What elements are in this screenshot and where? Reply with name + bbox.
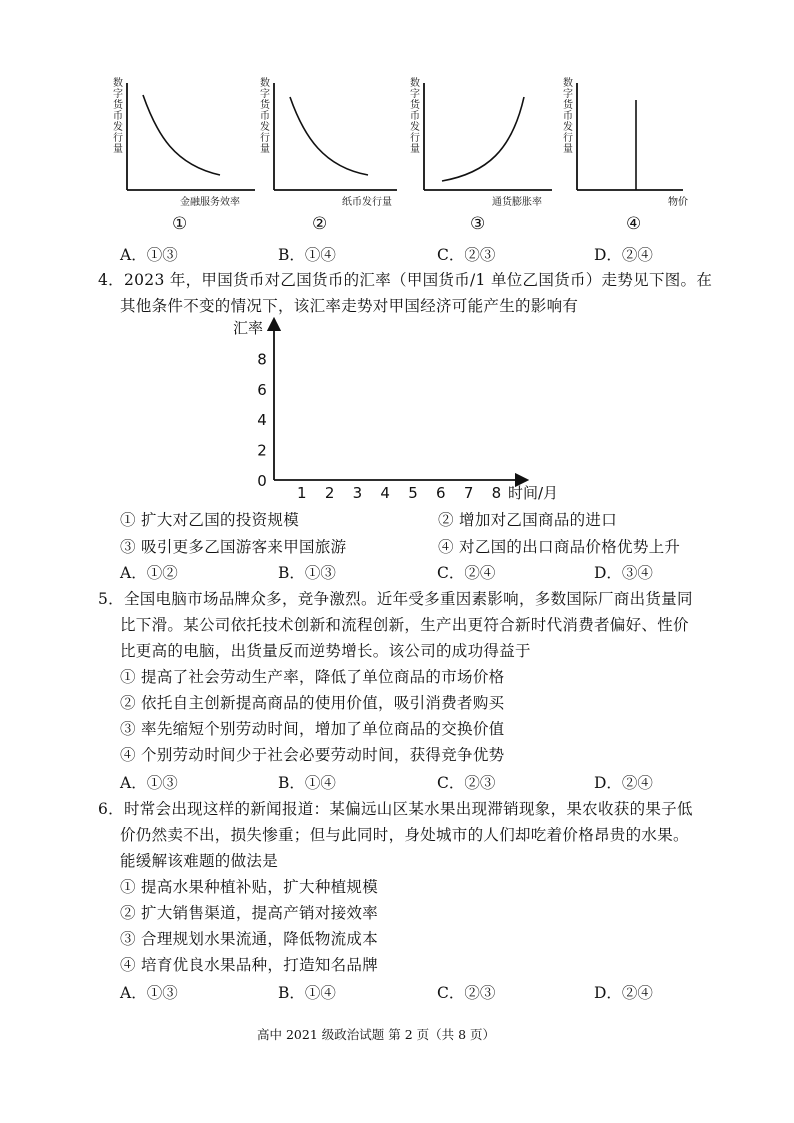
q6-statement-4: ④ 培育优良水果品种，打造知名品牌 bbox=[120, 956, 379, 974]
q5-statement-3: ③ 率先缩短个别劳动时间，增加了单位商品的交换价值 bbox=[120, 720, 505, 738]
q5-option-b: B．①④ bbox=[278, 774, 336, 792]
q3-option-c: C．②③ bbox=[437, 246, 496, 264]
q6-statement-3: ③ 合理规划水果流通，降低物流成本 bbox=[120, 930, 379, 948]
q4-chart-xlabel: 时间/月 bbox=[508, 484, 559, 502]
q4-statement-3: ③ 吸引更多乙国游客来甲国旅游 bbox=[120, 538, 347, 556]
graph-1-index: ① bbox=[172, 214, 188, 234]
q5-statement-4: ④ 个别劳动时间少于社会必要劳动时间，获得竞争优势 bbox=[120, 746, 505, 764]
q3-option-a: A．①③ bbox=[120, 246, 178, 264]
q4-chart-y-tick-label: 8 bbox=[257, 350, 267, 369]
graph-2-index: ② bbox=[312, 214, 328, 234]
q4-exchange-rate-chart bbox=[233, 318, 570, 508]
q4-chart-y-tick-label: 4 bbox=[257, 411, 267, 430]
q6-option-a: A．①③ bbox=[120, 984, 178, 1002]
q6-statement-1: ① 提高水果种植补贴，扩大种植规模 bbox=[120, 878, 379, 896]
q6-stem-line-3: 能缓解该难题的做法是 bbox=[120, 852, 279, 870]
q6-option-c: C．②③ bbox=[437, 984, 496, 1002]
q4-chart-x-tick-label: 3 bbox=[352, 484, 363, 502]
graph-2-xlabel: 纸币发行量 bbox=[342, 197, 392, 208]
graph-3-curve bbox=[442, 97, 524, 181]
graph-4 bbox=[565, 75, 715, 210]
graph-2-ylabel: 数字货币发行量 bbox=[260, 78, 270, 155]
q4-chart-x-tick-label: 2 bbox=[324, 484, 335, 502]
graph-3-xlabel: 通货膨胀率 bbox=[492, 197, 542, 208]
graph-1-xlabel: 金融服务效率 bbox=[180, 197, 240, 208]
graph-4-ylabel: 数字货币发行量 bbox=[563, 78, 573, 155]
page-footer: 高中 2021 级政治试题 第 2 页（共 8 页） bbox=[257, 1027, 496, 1042]
q6-option-b: B．①④ bbox=[278, 984, 336, 1002]
q5-stem-line-1: 5．全国电脑市场品牌众多，竞争激烈。近年受多重因素影响，多数国际厂商出货量同 bbox=[98, 590, 693, 608]
q4-chart-ylabel: 汇率 bbox=[233, 319, 264, 337]
q4-chart-y-tick-label: 6 bbox=[257, 380, 267, 399]
q4-chart-x-tick-label: 6 bbox=[436, 484, 446, 502]
graph-1 bbox=[115, 75, 265, 210]
q6-stem-line-1: 6．时常会出现这样的新闻报道：某偏远山区某水果出现滞销现象，果农收获的果子低 bbox=[98, 800, 693, 818]
q3-option-d: D．②④ bbox=[594, 246, 653, 264]
q6-option-d: D．②④ bbox=[594, 984, 653, 1002]
q5-option-c: C．②③ bbox=[437, 774, 496, 792]
q5-statement-1: ① 提高了社会劳动生产率，降低了单位商品的市场价格 bbox=[120, 668, 505, 686]
q4-option-d: D．③④ bbox=[594, 564, 653, 582]
graph-2 bbox=[262, 75, 412, 210]
q4-chart-y-tick-label: 0 bbox=[257, 472, 267, 490]
q4-statement-4: ④ 对乙国的出口商品价格优势上升 bbox=[438, 538, 681, 556]
graph-4-index: ④ bbox=[626, 214, 642, 234]
q4-chart-x-tick-label: 4 bbox=[380, 484, 390, 502]
graph-2-curve bbox=[290, 97, 368, 175]
q5-option-d: D．②④ bbox=[594, 774, 653, 792]
q3-option-b: B．①④ bbox=[278, 246, 336, 264]
q4-option-a: A．①② bbox=[120, 564, 178, 582]
q5-option-a: A．①③ bbox=[120, 774, 178, 792]
q4-option-c: C．②④ bbox=[437, 564, 496, 582]
q4-chart-x-tick-label: 1 bbox=[297, 484, 307, 502]
q4-chart-x-tick-label: 8 bbox=[491, 484, 502, 502]
q4-chart-x-tick-label: 7 bbox=[463, 484, 474, 502]
q5-statement-2: ② 依托自主创新提高商品的使用价值，吸引消费者购买 bbox=[120, 694, 505, 712]
q4-stem-line-1: 4．2023 年，甲国货币对乙国货币的汇率（甲国货币/1 单位乙国货币）走势见下图。在 bbox=[98, 271, 713, 289]
graph-1-ylabel: 数字货币发行量 bbox=[113, 78, 123, 155]
q6-statement-2: ② 扩大销售渠道，提高产销对接效率 bbox=[120, 904, 379, 922]
q5-stem-line-3: 比更高的电脑，出货量反而逆势增长。该公司的成功得益于 bbox=[120, 642, 531, 660]
graph-3 bbox=[412, 75, 562, 210]
q5-stem-line-2: 比下滑。某公司依托技术创新和流程创新，生产出更符合新时代消费者偏好、性价 bbox=[120, 616, 689, 634]
graph-3-index: ③ bbox=[470, 214, 486, 234]
graph-4-xlabel: 物价 bbox=[668, 197, 688, 208]
q4-statement-1: ① 扩大对乙国的投资规模 bbox=[120, 511, 300, 529]
q4-stem-line-2: 其他条件不变的情况下，该汇率走势对甲国经济可能产生的影响有 bbox=[120, 297, 579, 315]
q4-option-b: B．①③ bbox=[278, 564, 336, 582]
q4-chart-x-tick-label: 5 bbox=[408, 484, 418, 502]
graph-3-ylabel: 数字货币发行量 bbox=[410, 78, 420, 155]
graph-1-curve bbox=[143, 95, 220, 175]
q6-stem-line-2: 价仍然卖不出，损失惨重；但与此同时，身处城市的人们却吃着价格昂贵的水果。 bbox=[120, 826, 689, 844]
q4-statement-2: ② 增加对乙国商品的进口 bbox=[438, 511, 618, 529]
q4-chart-y-tick-label: 2 bbox=[257, 441, 267, 460]
